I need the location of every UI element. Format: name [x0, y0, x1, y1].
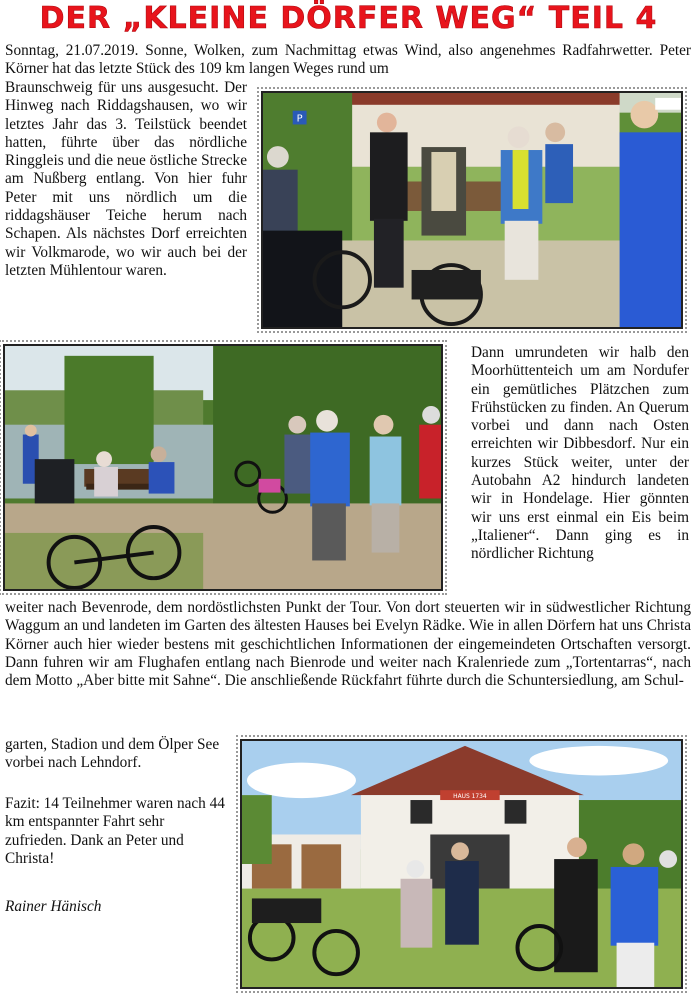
route-paragraph-full: weiter nach Bevenrode, dem nordöstlichsten Punkt der Tour. Von dort steuerten wir in südwestlicher Richtung Waggum an und landeten im Garten des ältesten Hauses bei Evelyn Rädke. Wie in allen Dörfern hat uns Christa Körner auch hier wieder bestens mit geschichtlichen Informationen der eingemeindeten Ortschaften versorgt. Dann fuhren wir am Flughafen entlang nach Bienrode und weiter nach Kralenriede zum „Tortentarras“, nach dem Motto „Aber bitte mit Sahne“. Die anschließende Rückfahrt führte durch die Schuntersiedlung, am Schul-	[5, 599, 691, 690]
return-paragraph-left: garten, Stadion und dem Ölper See vorbei nach Lehndorf.	[5, 736, 220, 772]
conclusion-paragraph: Fazit: 14 Teilnehmer waren nach 44 km entspannter Fahrt sehr zufrieden. Dank an Peter und Christa!	[5, 795, 225, 867]
photo-3-image	[242, 741, 681, 987]
intro-paragraph: Sonntag, 21.07.2019. Sonne, Wolken, zum Nachmittag etwas Wind, also angenehmes Radfahrwetter. Peter Körner hat das letzte Stück des 109 km langen Weges rund um	[5, 42, 691, 78]
photo-1-image	[263, 93, 681, 327]
photo-old-house-garden	[240, 739, 683, 989]
house-plaque-text: HAUS 1734	[453, 794, 487, 801]
photo-pond-breakfast	[3, 344, 443, 591]
author-signature: Rainer Hänisch	[5, 898, 102, 915]
route-paragraph-right: Dann umrundeten wir halb den Moorhüttenteich um am Nordufer ein gemütliches Plätzchen zum Frühstücken zu finden. An Querum vorbei und dann nach Osten erreichten wir Dibbesdorf. Nur ein kurzes Stück weiter, unter der Autobahn A2 hindurch landeten wir in Hondelage. Hier gönnten wir uns erst einmal ein Eis beim „Italiener“. Dann ging es in nördlicher Richtung	[471, 344, 689, 563]
photo-group-at-info-board	[261, 91, 683, 329]
photo-2-image	[5, 346, 441, 589]
page-title: DER „KLEINE DÖRFER WEG“ TEIL 4	[39, 1, 658, 36]
route-paragraph-left: Braunschweig für uns ausgesucht. Der Hinweg nach Riddagshausen, wo wir letztes Jahr das 3. Teilstück beendet hatten, führte über das nördliche Ringgleis und die neue östliche Strecke am Nußberg entlang. Von hier fuhr Peter mit uns nördlich um die riddagshäuser Teiche herum nach Schapen. Als nächstes Dorf erreichten wir Volkmarode, wo wir auch bei der letzten Mühlentour waren.	[5, 79, 247, 279]
parking-sign-text: P	[296, 113, 303, 125]
